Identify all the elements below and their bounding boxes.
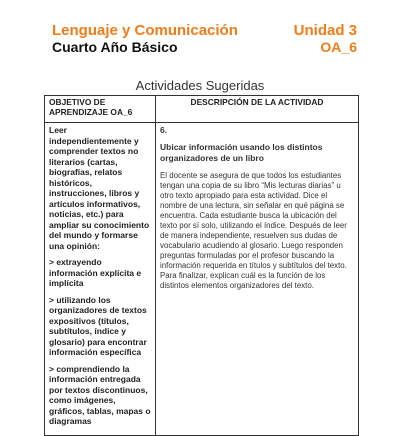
description-column-header: DESCRIPCIÓN DE LA ACTIVIDAD: [156, 96, 359, 123]
document-header: [52, 22, 357, 56]
objective-code: OA_6: [320, 39, 357, 55]
objective-item: > extrayendo información explícita e implícita: [49, 257, 142, 288]
subject-title: Lenguaje y Comunicación: [52, 22, 238, 39]
objective-item: > utilizando los organizadores de textos expositivos (títulos, subtítulos, índice y glosario) para encontrar información específica: [49, 294, 147, 357]
objectives-cell: [45, 123, 156, 436]
objective-item: > comprendiendo la información entregada por textos discontinuos, como imágenes, gráficos, tablas, mapas o diagramas: [49, 363, 151, 426]
activity-title: Ubicar información usando los distintos organizadores de un libro: [160, 142, 323, 163]
table-row: [45, 123, 359, 436]
grade-label: Cuarto Año Básico: [52, 39, 178, 55]
objective-main: Leer independientemente y comprender textos no literarios (cartas, biografías, relatos históricos, instrucciones, libros y artículos informativos, noticias, etc.) para ampliar su conocimiento del mundo y formarse una opinión:: [49, 125, 150, 251]
activity-table: [44, 95, 359, 436]
section-title: Actividades Sugeridas: [135, 78, 265, 93]
description-cell: [156, 123, 359, 436]
unit-label: Unidad 3: [293, 22, 357, 39]
activity-description: El docente se asegura de que todos los estudiantes tengan una copia de su libro “Mis lecturas diarias” u otro texto apropiado para esta actividad. Dice el nombre de una lectura, sin señalar en qué página se encuentra. Cada estudiante busca la ubicación del texto por sí solo, utilizando el índice. Después de leer de manera independiente, resuelven sus dudas de vocabulario acudiendo al glosario. Luego responden preguntas formuladas por el profesor buscando la información requerida en títulos y subtítulos del texto. Para finalizar, explican cuál es la función de los distintos elementos organizadores del texto.: [160, 171, 347, 290]
activity-number: 6.: [160, 125, 168, 135]
table-header-row: [45, 96, 359, 123]
objective-column-header: OBJETIVO DE APRENDIZAJE OA_6: [45, 96, 156, 123]
